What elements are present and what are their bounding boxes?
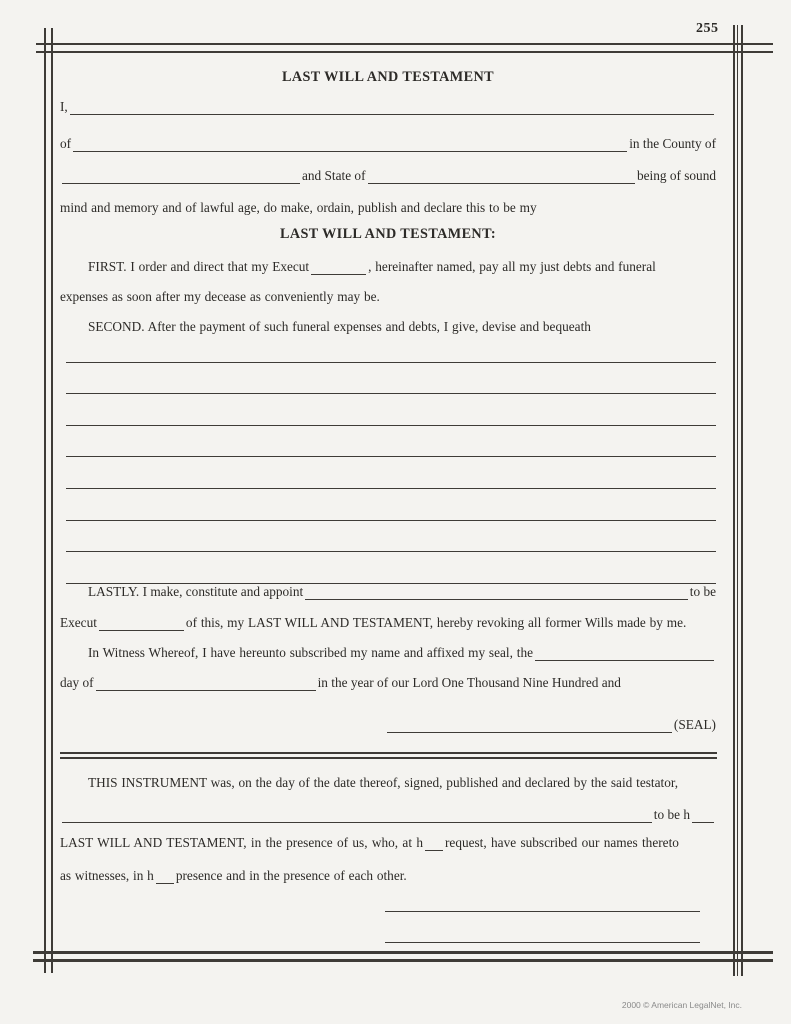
execut-label: Execut — [60, 615, 97, 630]
testator-name-blank — [70, 110, 714, 115]
state-label: and State of — [302, 168, 366, 183]
page-number: 255 — [696, 21, 719, 36]
gender-blank-to-be — [692, 818, 714, 823]
execut-post: of this, my LAST WILL AND TESTAMENT, hereby revoking all former Wills made by me. — [185, 615, 687, 630]
separator-rule-top — [60, 752, 717, 754]
attestation-line4 — [60, 867, 716, 884]
border-bottom-line-outer — [33, 959, 773, 962]
testator-signature-blank — [387, 728, 672, 733]
bequest-blank-line — [66, 394, 716, 426]
border-top-line-inner — [36, 51, 773, 53]
gender-blank-request — [425, 846, 443, 851]
attestation-line2 — [60, 806, 716, 823]
county-suffix: in the County of — [629, 136, 716, 151]
document-title: LAST WILL AND TESTAMENT — [282, 69, 494, 85]
witness-whereof-line: In Witness Whereof, I have hereunto subscribed my name and affixed my seal, the — [88, 644, 716, 661]
executor-gender-blank — [311, 270, 366, 275]
attestation-line4-pre: as witnesses, in h — [60, 868, 154, 883]
bequest-blank-line — [66, 426, 716, 458]
lastly-appoint-line — [88, 583, 716, 600]
bequest-blank-line — [66, 489, 716, 521]
gender-blank-presence — [156, 879, 174, 884]
attestation-line3-post: request, have subscribed our names thereto — [444, 835, 679, 850]
county-state-line — [60, 167, 716, 184]
to-be-label: to be h — [653, 807, 690, 822]
bequest-blank-line — [66, 521, 716, 553]
border-right-line-inner — [733, 25, 735, 976]
first-clause-line1 — [88, 258, 716, 275]
state-blank — [368, 179, 635, 184]
bequest-blank-line — [66, 552, 716, 584]
border-right-line-outer — [741, 25, 743, 976]
bequest-blank-lines — [66, 331, 716, 584]
attestation-line3-pre: LAST WILL AND TESTAMENT, in the presence of us, who, at h — [60, 835, 423, 850]
sound-suffix: being of sound — [636, 168, 716, 183]
border-right-line-middle — [737, 25, 738, 976]
seal-date-blank — [535, 656, 714, 661]
attestation-line3 — [60, 834, 716, 851]
bequest-blank-line — [66, 363, 716, 395]
year-text: in the year of our Lord One Thousand Nine Hundred and — [317, 675, 621, 690]
county-blank — [62, 179, 300, 184]
lastly-pre: LASTLY. I make, constitute and appoint — [88, 584, 304, 599]
bequest-blank-line — [66, 331, 716, 363]
i-label: I, — [60, 99, 68, 114]
lastly-post: to be — [689, 584, 716, 599]
of-label: of — [60, 136, 72, 151]
testator-name-blank-2 — [62, 818, 652, 823]
first-clause-line2: expenses as soon after my decease as conveniently may be. — [60, 289, 380, 304]
testator-name-line — [60, 98, 716, 115]
border-top-line-outer — [36, 43, 773, 45]
first-clause-post: , hereinafter named, pay all my just debts and funeral — [368, 259, 656, 274]
second-clause-line: SECOND. After the payment of such funeral expenses and debts, I give, devise and bequeath — [88, 319, 591, 334]
day-of-line — [60, 674, 716, 691]
separator-rule-bottom — [60, 757, 717, 759]
attestation-line4-post: presence and in the presence of each other. — [175, 868, 407, 883]
witness-signature-line-2 — [385, 942, 700, 943]
border-bottom-line-inner — [33, 951, 773, 954]
residence-line — [60, 135, 716, 152]
executor-gender-blank-2 — [99, 626, 184, 631]
day-of-label: day of — [60, 675, 94, 690]
copyright-notice: 2000 © American LegalNet, Inc. — [621, 1000, 742, 1010]
month-blank — [96, 686, 316, 691]
attestation-line1: THIS INSTRUMENT was, on the day of the date thereof, signed, published and declared by the said testator, — [88, 775, 679, 790]
border-left-line-outer — [44, 28, 46, 973]
seal-label: (SEAL) — [673, 717, 716, 732]
seal-signature-line — [385, 716, 716, 733]
document-subtitle: LAST WILL AND TESTAMENT: — [279, 226, 497, 242]
executor-name-blank — [305, 595, 688, 600]
witness-signature-line-1 — [385, 911, 700, 912]
border-left-line-inner — [51, 28, 53, 973]
executor-revoke-line — [60, 614, 716, 631]
residence-blank — [73, 147, 627, 152]
declaration-line: mind and memory and of lawful age, do make, ordain, publish and declare this to be my — [60, 200, 537, 215]
bequest-blank-line — [66, 457, 716, 489]
first-clause-pre: FIRST. I order and direct that my Execut — [88, 259, 310, 274]
